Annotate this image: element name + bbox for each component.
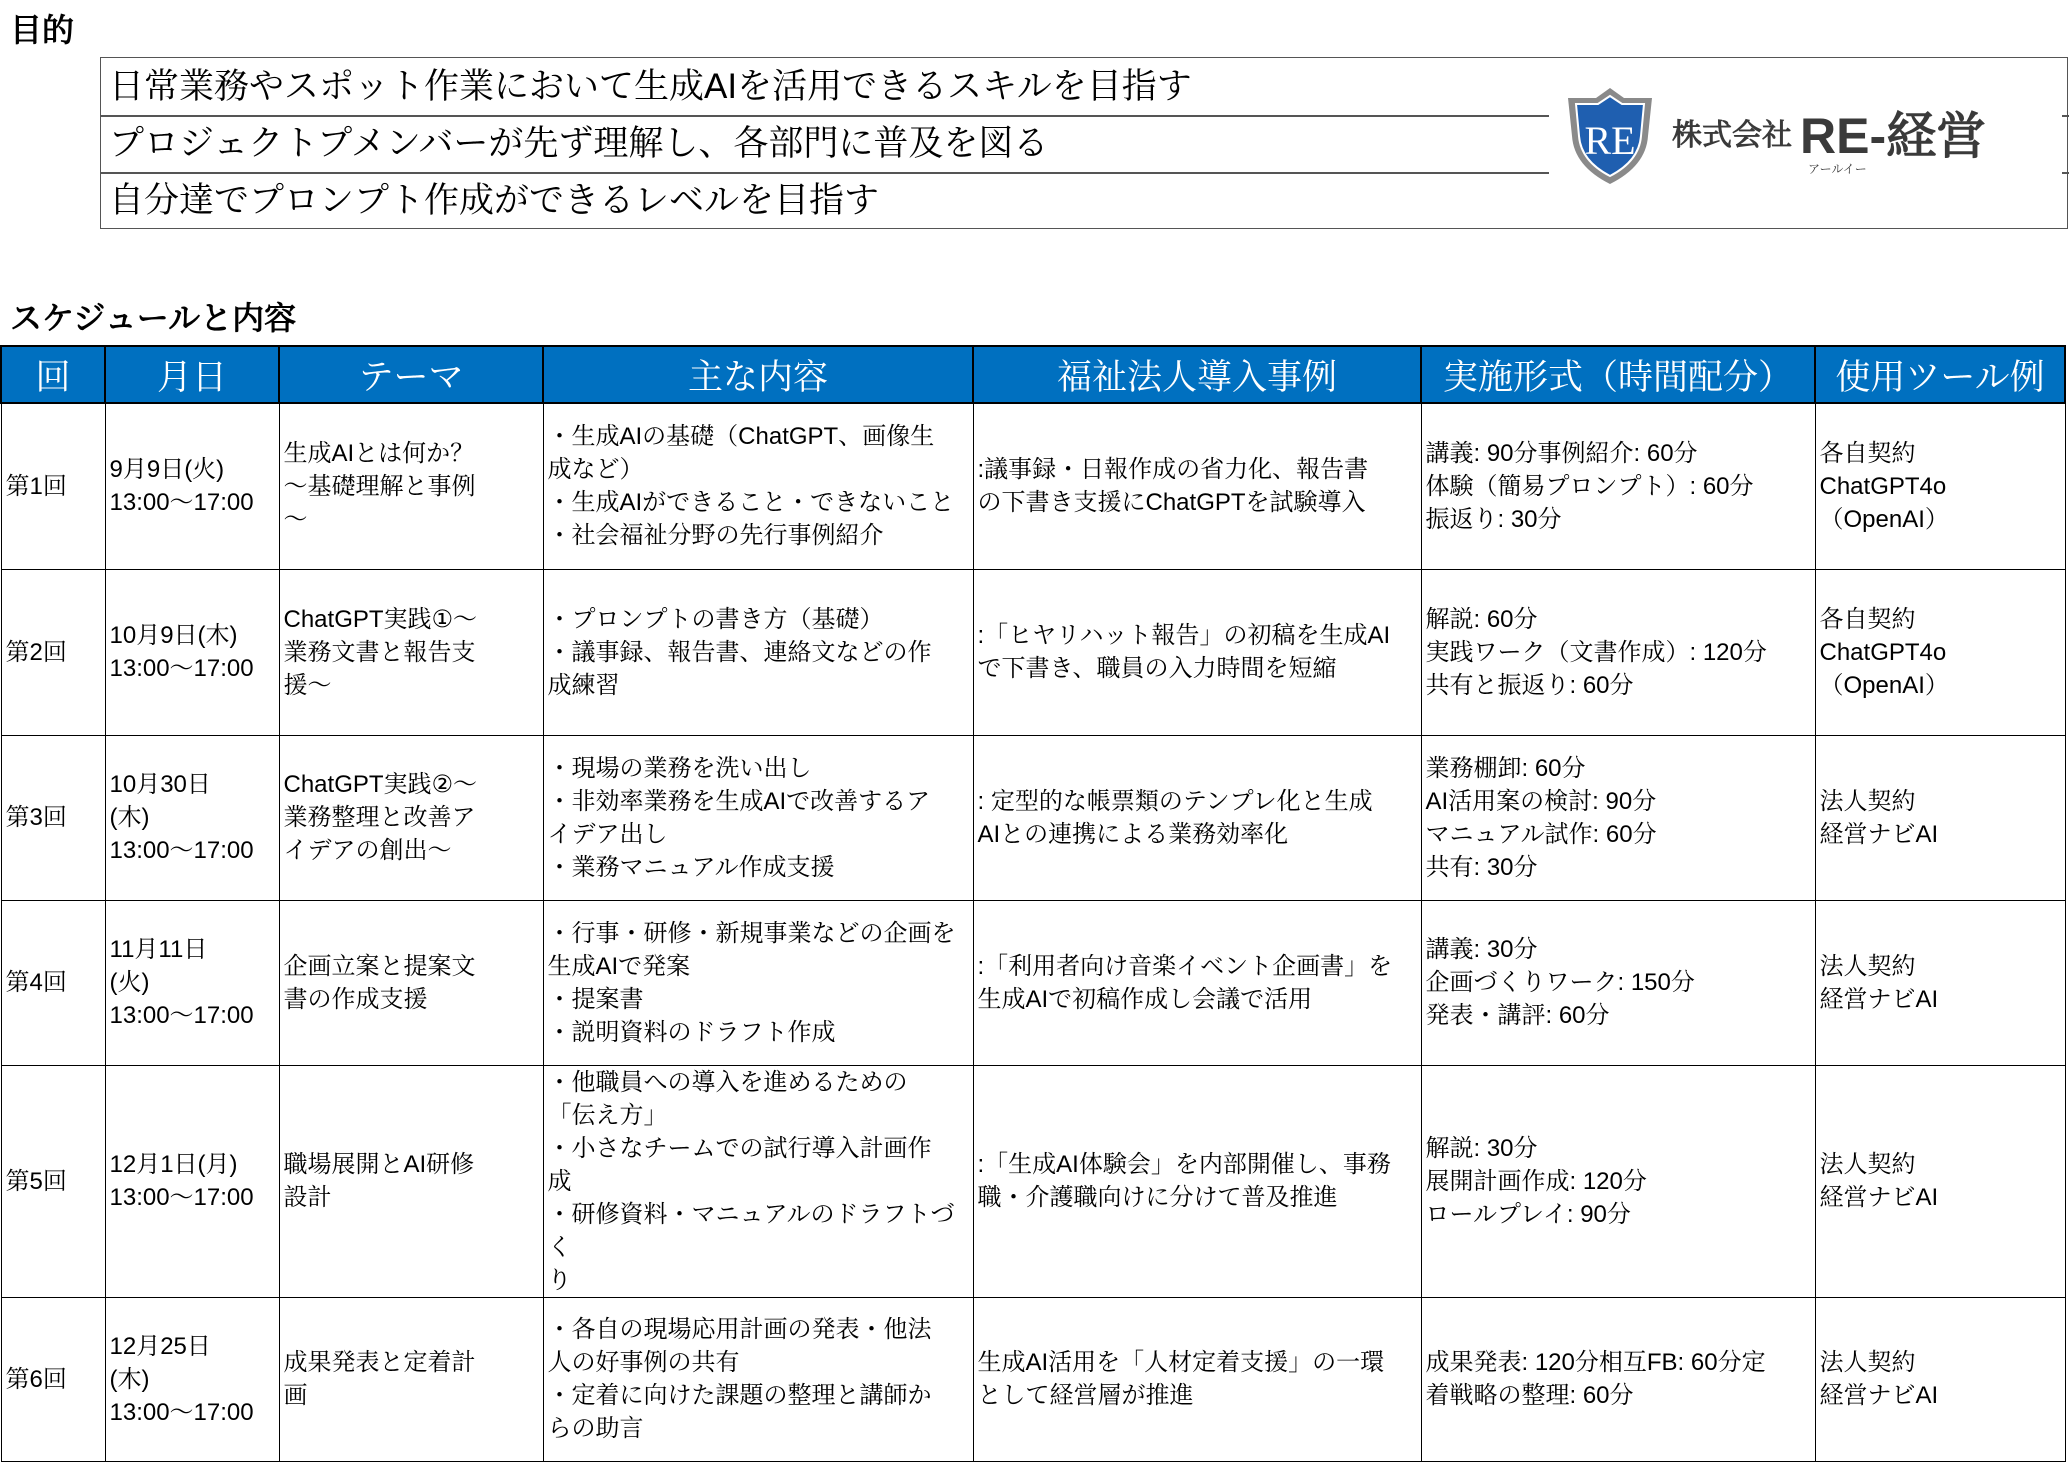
table-cell: 9月9日(火) 13:00～17:00 [105, 403, 279, 569]
table-cell: 11月11日 (火) 13:00～17:00 [105, 900, 279, 1065]
header-cell: 実施形式（時間配分） [1421, 346, 1815, 403]
table-cell: ChatGPT実践①～ 業務文書と報告支 援～ [279, 569, 543, 735]
table-cell: 講義: 30分 企画づくりワーク: 150分 発表・講評: 60分 [1421, 900, 1815, 1065]
header-cell: テーマ [279, 346, 543, 403]
table-row [1, 1297, 2065, 1461]
header-cell: 月日 [105, 346, 279, 403]
header-cell: 福祉法人導入事例 [973, 346, 1421, 403]
table-cell: 第3回 [1, 735, 105, 900]
divider [101, 115, 1549, 117]
table-cell: 職場展開とAI研修 設計 [279, 1065, 543, 1297]
table-row [1, 735, 2065, 900]
table-cell: 12月25日 (木) 13:00～17:00 [105, 1297, 279, 1461]
table-row [1, 569, 2065, 735]
table-cell: 解説: 30分 展開計画作成: 120分 ロールプレイ: 90分 [1421, 1065, 1815, 1297]
table-cell: 10月9日(木) 13:00～17:00 [105, 569, 279, 735]
table-cell: 法人契約 経営ナビAI [1815, 900, 2065, 1065]
table-row [1, 900, 2065, 1065]
table-cell: ・行事・研修・新規事業などの企画を 生成AIで発案 ・提案書 ・説明資料のドラフト作成 [543, 900, 973, 1065]
table-cell: 第6回 [1, 1297, 105, 1461]
table-cell: 講義: 90分事例紹介: 60分 体験（簡易プロンプト）: 60分 振返り: 30分 [1421, 403, 1815, 569]
purpose-item: 自分達でプロンプト作成ができるレベルを目指す [109, 181, 880, 220]
logo-brand: RE-経営 [1800, 108, 1987, 164]
table-header-row [1, 346, 2065, 403]
table-cell: 第1回 [1, 403, 105, 569]
table-cell: 成果発表: 120分相互FB: 60分定 着戦略の整理: 60分 [1421, 1297, 1815, 1461]
table-cell: 法人契約 経営ナビAI [1815, 1065, 2065, 1297]
table-cell: :「利用者向け音楽イベント企画書」を 生成AIで初稿作成し会議で活用 [973, 900, 1421, 1065]
table-row [1, 1065, 2065, 1297]
table-cell: : 定型的な帳票類のテンプレ化と生成 AIとの連携による業務効率化 [973, 735, 1421, 900]
table-cell: ChatGPT実践②～ 業務整理と改善ア イデアの創出～ [279, 735, 543, 900]
table-cell: 12月1日(月) 13:00～17:00 [105, 1065, 279, 1297]
table-cell: ・現場の業務を洗い出し ・非効率業務を生成AIで改善するア イデア出し ・業務マニュアル作成支援 [543, 735, 973, 900]
table-cell: ・各自の現場応用計画の発表・他法 人の好事例の共有 ・定着に向けた課題の整理と講師か らの助言 [543, 1297, 973, 1461]
divider [101, 172, 1549, 174]
svg-text:RE: RE [1584, 118, 1636, 163]
schedule-heading: スケジュールと内容 [10, 300, 297, 336]
purpose-item: プロジェクトプメンバーが先ず理解し、各部門に普及を図る [109, 124, 1049, 163]
logo-reading: アールイー [1808, 162, 1867, 176]
table-cell: :「生成AI体験会」を内部開催し、事務 職・介護職向けに分けて普及推進 [973, 1065, 1421, 1297]
header-cell: 主な内容 [543, 346, 973, 403]
shield-emblem-icon [1562, 86, 1658, 186]
logo-company-text: 株式会社 [1672, 119, 1792, 152]
header-cell: 使用ツール例 [1815, 346, 2065, 403]
table-cell: 成果発表と定着計 画 [279, 1297, 543, 1461]
table-cell: 第4回 [1, 900, 105, 1065]
table-cell: 各自契約 ChatGPT4o （OpenAI） [1815, 569, 2065, 735]
table-cell: :「ヒヤリハット報告」の初稿を生成AI で下書き、職員の入力時間を短縮 [973, 569, 1421, 735]
table-cell: 法人契約 経営ナビAI [1815, 735, 2065, 900]
table-cell: ・他職員への導入を進めるための 「伝え方」 ・小さなチームでの試行導入計画作 成 ・研修資料・マニュアルのドラフトづく り [543, 1065, 973, 1297]
table-cell: 法人契約 経営ナビAI [1815, 1297, 2065, 1461]
table-cell: 解説: 60分 実践ワーク（文書作成）: 120分 共有と振返り: 60分 [1421, 569, 1815, 735]
table-cell: 企画立案と提案文 書の作成支援 [279, 900, 543, 1065]
table-cell: 10月30日 (木) 13:00～17:00 [105, 735, 279, 900]
header-cell: 回 [1, 346, 105, 403]
table-cell: ・生成AIの基礎（ChatGPT、画像生 成など） ・生成AIができること・できないこと ・社会福祉分野の先行事例紹介 [543, 403, 973, 569]
table-cell: :議事録・日報作成の省力化、報告書 の下書き支援にChatGPTを試験導入 [973, 403, 1421, 569]
purpose-heading: 目的 [10, 12, 75, 48]
table-cell: ・プロンプトの書き方（基礎） ・議事録、報告書、連絡文などの作 成練習 [543, 569, 973, 735]
table-cell: 生成AIとは何か？ ～基礎理解と事例 ～ [279, 403, 543, 569]
table-cell: 生成AI活用を「人材定着支援」の一環 として経営層が推進 [973, 1297, 1421, 1461]
table-cell: 各自契約 ChatGPT4o （OpenAI） [1815, 403, 2065, 569]
table-cell: 第5回 [1, 1065, 105, 1297]
company-logo [1562, 80, 2062, 192]
table-row [1, 403, 2065, 569]
table-cell: 業務棚卸: 60分 AI活用案の検討: 90分 マニュアル試作: 60分 共有: 30分 [1421, 735, 1815, 900]
purpose-item: 日常業務やスポット作業において生成AIを活用できるスキルを目指す [109, 67, 1192, 106]
schedule-table [0, 345, 2066, 1462]
logo-brand-text [1800, 110, 1986, 176]
table-cell: 第2回 [1, 569, 105, 735]
